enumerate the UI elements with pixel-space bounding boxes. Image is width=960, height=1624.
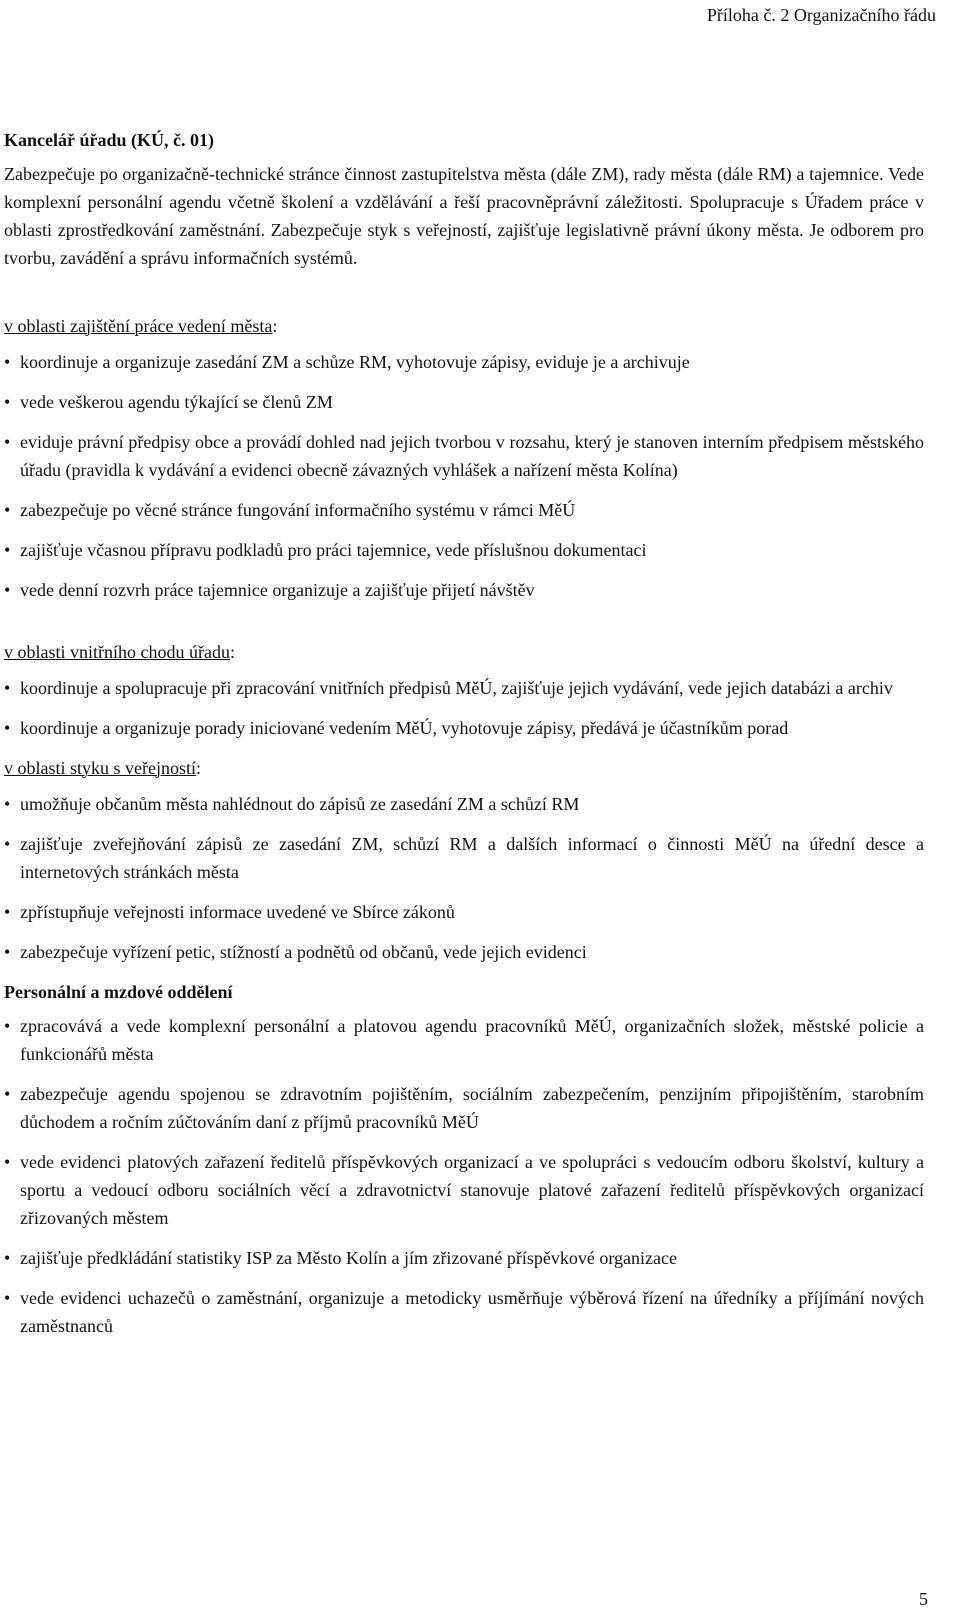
list-personalni	[4, 1012, 924, 1340]
group-label-text: v oblasti zajištění práce vedení města	[4, 316, 273, 336]
list-vnitrni	[4, 674, 924, 742]
list-item: • vede denní rozvrh práce tajemnice organizuje a zajišťuje přijetí návštěv	[4, 576, 924, 604]
group-vedeni-mesta	[4, 312, 924, 604]
list-item: • zabezpečuje agendu spojenou se zdravotním pojištěním, sociálním zabezpečením, penzijním připojištěním, starobním důchodem a ročním zúčtováním daní z příjmů pracovníků MěÚ	[4, 1080, 924, 1136]
page-header: Příloha č. 2 Organizačního řádu	[706, 5, 936, 25]
list-item: • zabezpečuje po věcné stránce fungování informačního systému v rámci MěÚ	[4, 496, 924, 524]
list-styk	[4, 790, 924, 966]
list-item: • eviduje právní předpisy obce a provádí dohled nad jejich tvorbou v rozsahu, který je stanoven interním předpisem městského úřadu (pravidla k vydávání a evidenci obecně závazných vyhlášek a nařízení města Kolína)	[4, 428, 924, 484]
group-label-text: v oblasti styku s veřejností	[4, 758, 196, 778]
list-item: • zajišťuje včasnou přípravu podkladů pro práci tajemnice, vede příslušnou dokumentaci	[4, 536, 924, 564]
page-content	[4, 126, 924, 1352]
page-number: 5	[919, 1589, 928, 1609]
list-item: • umožňuje občanům města nahlédnout do zápisů ze zasedání ZM a schůzí RM	[4, 790, 924, 818]
group-vnitrni-chod	[4, 638, 924, 742]
list-item: • zabezpečuje vyřízení petic, stížností a podnětů od občanů, vede jejich evidenci	[4, 938, 924, 966]
group-label-vedeni: v oblasti zajištění práce vedení města:	[4, 316, 278, 336]
list-item: • vede veškerou agendu týkající se členů ZM	[4, 388, 924, 416]
list-item: • koordinuje a spolupracuje při zpracování vnitřních předpisů MěÚ, zajišťuje jejich vydávání, vede jejich databázi a archiv	[4, 674, 924, 702]
group-styk-verejnost	[4, 754, 924, 966]
list-item: • zpřístupňuje veřejnosti informace uvedené ve Sbírce zákonů	[4, 898, 924, 926]
group-label-text: v oblasti vnitřního chodu úřadu	[4, 642, 230, 662]
list-item: • vede evidenci platových zařazení ředitelů příspěvkových organizací a ve spolupráci s vedoucím odboru školství, kultury a sportu a vedoucí odboru sociálních věcí a zdravotnictví stanovuje platové zařazení ředitelů příspěvkových organizací zřizovaných městem	[4, 1148, 924, 1232]
list-item: • koordinuje a organizuje porady iniciované vedením MěÚ, vyhotovuje zápisy, předává je účastníkům porad	[4, 714, 924, 742]
list-item: • zpracovává a vede komplexní personální a platovou agendu pracovníků MěÚ, organizačních složek, městské policie a funkcionářů města	[4, 1012, 924, 1068]
section-title-kancelar: Kancelář úřadu (KÚ, č. 01)	[4, 130, 214, 150]
list-item: • zajišťuje předkládání statistiky ISP za Město Kolín a jím zřizované příspěvkové organizace	[4, 1244, 924, 1272]
group-label-vnitrni: v oblasti vnitřního chodu úřadu:	[4, 642, 235, 662]
list-item: • zajišťuje zveřejňování zápisů ze zasedání ZM, schůzí RM a dalších informací o činnosti MěÚ na úřední desce a internetových stránkách města	[4, 830, 924, 886]
group-label-styk: v oblasti styku s veřejností:	[4, 758, 202, 778]
section-intro: Zabezpečuje po organizačně-technické stránce činnost zastupitelstva města (dále ZM), rady města (dále RM) a tajemnice. Vede komplexní personální agendu včetně školení a vzdělávání a řeší pracovněprávní záležitosti. Spolupracuje s Úřadem práce v oblasti zprostředkování zaměstnání. Zabezpečuje styk s veřejností, zajišťuje legislativně právní úkony města. Je odborem pro tvorbu, zavádění a správu informačních systémů.	[4, 164, 924, 268]
list-item: • vede evidenci uchazečů o zaměstnání, organizuje a metodicky usměrňuje výběrová řízení na úředníky a příjímání nových zaměstnanců	[4, 1284, 924, 1340]
list-vedeni	[4, 348, 924, 604]
section-title-personalni: Personální a mzdové oddělení	[4, 982, 233, 1002]
list-item: • koordinuje a organizuje zasedání ZM a schůze RM, vyhotovuje zápisy, eviduje je a archivuje	[4, 348, 924, 376]
